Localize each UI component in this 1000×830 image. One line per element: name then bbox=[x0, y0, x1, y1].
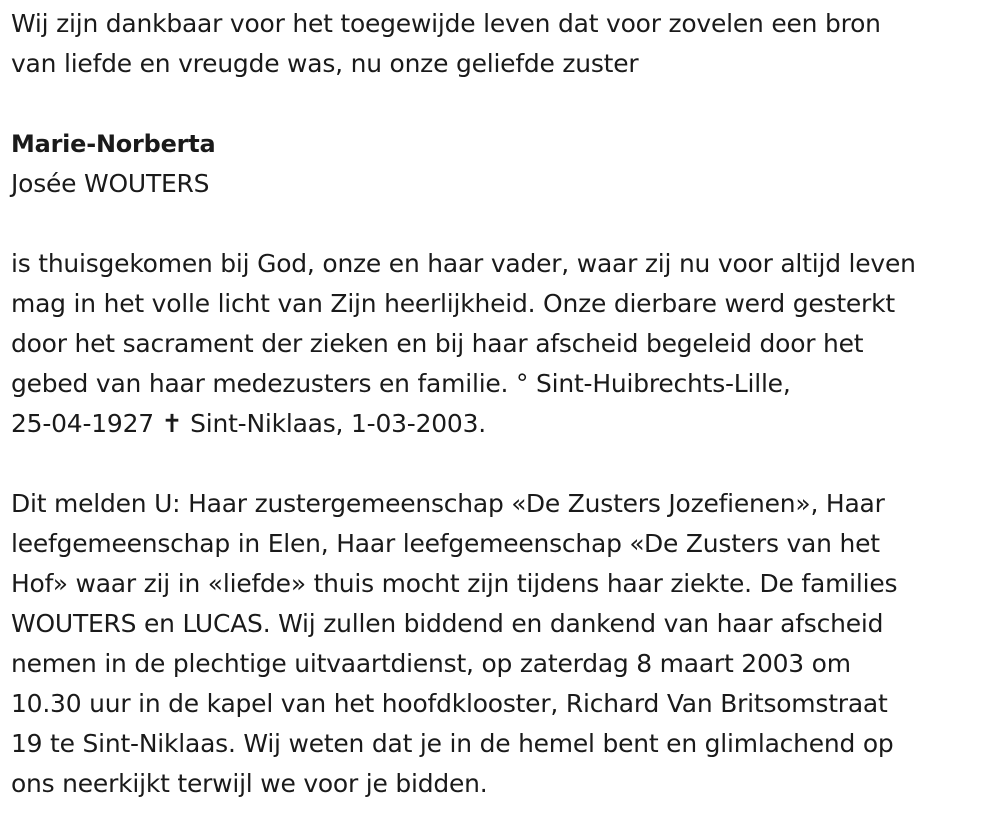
notice-line: ons neerkijkt terwijl we voor je bidden. bbox=[11, 769, 488, 798]
dates-line bbox=[11, 404, 991, 444]
notice-line: Hof» waar zij in «liefde» thuis mocht zijn tijdens haar ziekte. De families bbox=[11, 569, 898, 598]
paragraph-gap bbox=[11, 84, 991, 124]
civil-name: Josée WOUTERS bbox=[11, 169, 210, 198]
obituary-notice bbox=[11, 4, 991, 804]
notice-line: WOUTERS en LUCAS. Wij zullen biddend en dankend van haar afscheid bbox=[11, 609, 884, 638]
notice-line: nemen in de plechtige uitvaartdienst, op zaterdag 8 maart 2003 om bbox=[11, 649, 851, 678]
paragraph-gap bbox=[11, 204, 991, 244]
birth-date: 25-04-1927 bbox=[11, 409, 154, 438]
notice-line: 10.30 uur in de kapel van het hoofdklooster, Richard Van Britsomstraat bbox=[11, 689, 888, 718]
announcement-line: gebed van haar medezusters en familie. ° Sint-Huibrechts-Lille, bbox=[11, 369, 791, 398]
notice-line: leefgemeenschap in Elen, Haar leefgemeenschap «De Zusters van het bbox=[11, 529, 880, 558]
intro-line: van liefde en vreugde was, nu onze geliefde zuster bbox=[11, 49, 639, 78]
notice-line: 19 te Sint-Niklaas. Wij weten dat je in de hemel bent en glimlachend op bbox=[11, 729, 894, 758]
cross-icon: ✝ bbox=[161, 409, 183, 438]
death-place-date: Sint-Niklaas, 1-03-2003. bbox=[190, 409, 486, 438]
paragraph-gap bbox=[11, 444, 991, 484]
intro-line: Wij zijn dankbaar voor het toegewijde leven dat voor zovelen een bron bbox=[11, 9, 881, 38]
religious-name: Marie-Norberta bbox=[11, 130, 216, 158]
notice-line: Dit melden U: Haar zustergemeenschap «De Zusters Jozefienen», Haar bbox=[11, 489, 885, 518]
announcement-line: is thuisgekomen bij God, onze en haar vader, waar zij nu voor altijd leven bbox=[11, 249, 916, 278]
announcement-line: door het sacrament der zieken en bij haar afscheid begeleid door het bbox=[11, 329, 864, 358]
announcement-line: mag in het volle licht van Zijn heerlijkheid. Onze dierbare werd gesterkt bbox=[11, 289, 895, 318]
